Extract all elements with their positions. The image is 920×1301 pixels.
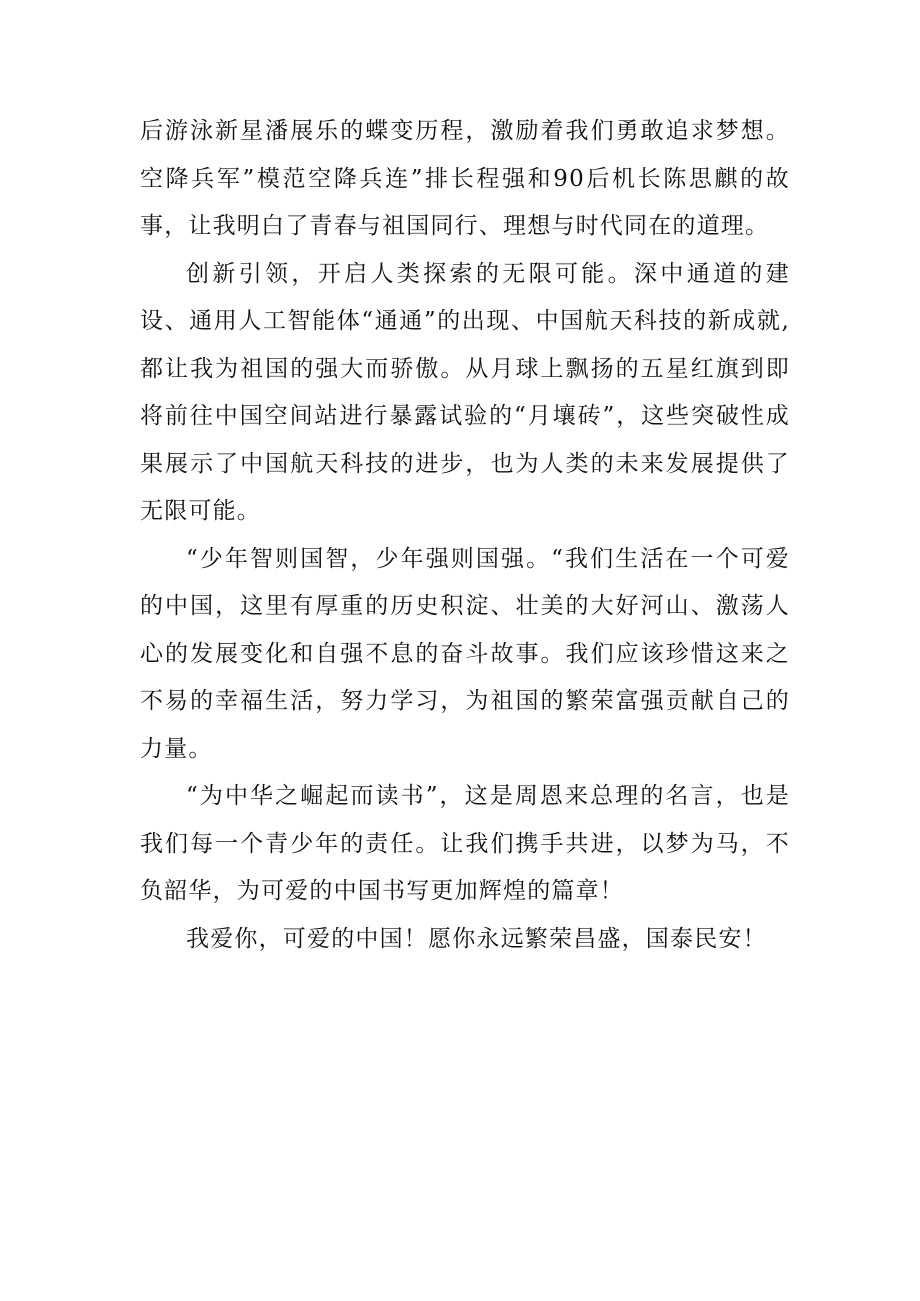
paragraph-continuation: 后游泳新星潘展乐的蝶变历程，激励着我们勇敢追求梦想。空降兵军”模范空降兵连”排长程强和90后机长陈思麒的故事，让我明白了青春与祖国同行、理想与时代同在的道理。 xyxy=(140,118,790,239)
paragraph-youth-strength: “少年智则国智，少年强则国强。“我们生活在一个可爱的中国，这里有厚重的历史积淀、壮美的大好河山、激荡人心的发展变化和自强不息的奋斗故事。我们应该珍惜这来之不易的幸福生活，努力学习，为祖国的繁荣富强贡献自己的力量。 xyxy=(140,545,790,762)
paragraph-study-for-china: “为中华之崛起而读书”，这是周恩来总理的名言，也是我们每一个青少年的责任。让我们携手共进，以梦为马，不负韶华，为可爱的中国书写更加辉煌的篇章！ xyxy=(140,783,790,904)
paragraph-closing: 我爱你，可爱的中国！愿你永远繁荣昌盛，国泰民安！ xyxy=(186,925,767,952)
paragraph-innovation: 创新引领，开启人类探索的无限可能。深中通道的建设、通用人工智能体“通通”的出现、中国航天科技的新成就,都让我为祖国的强大而骄傲。从月球上飘扬的五星红旗到即将前往中国空间站进行暴露试验的“月壤砖”，这些突破性成果展示了中国航天科技的进步，也为人类的未来发展提供了无限可能。 xyxy=(140,260,790,524)
document-body xyxy=(140,108,790,963)
